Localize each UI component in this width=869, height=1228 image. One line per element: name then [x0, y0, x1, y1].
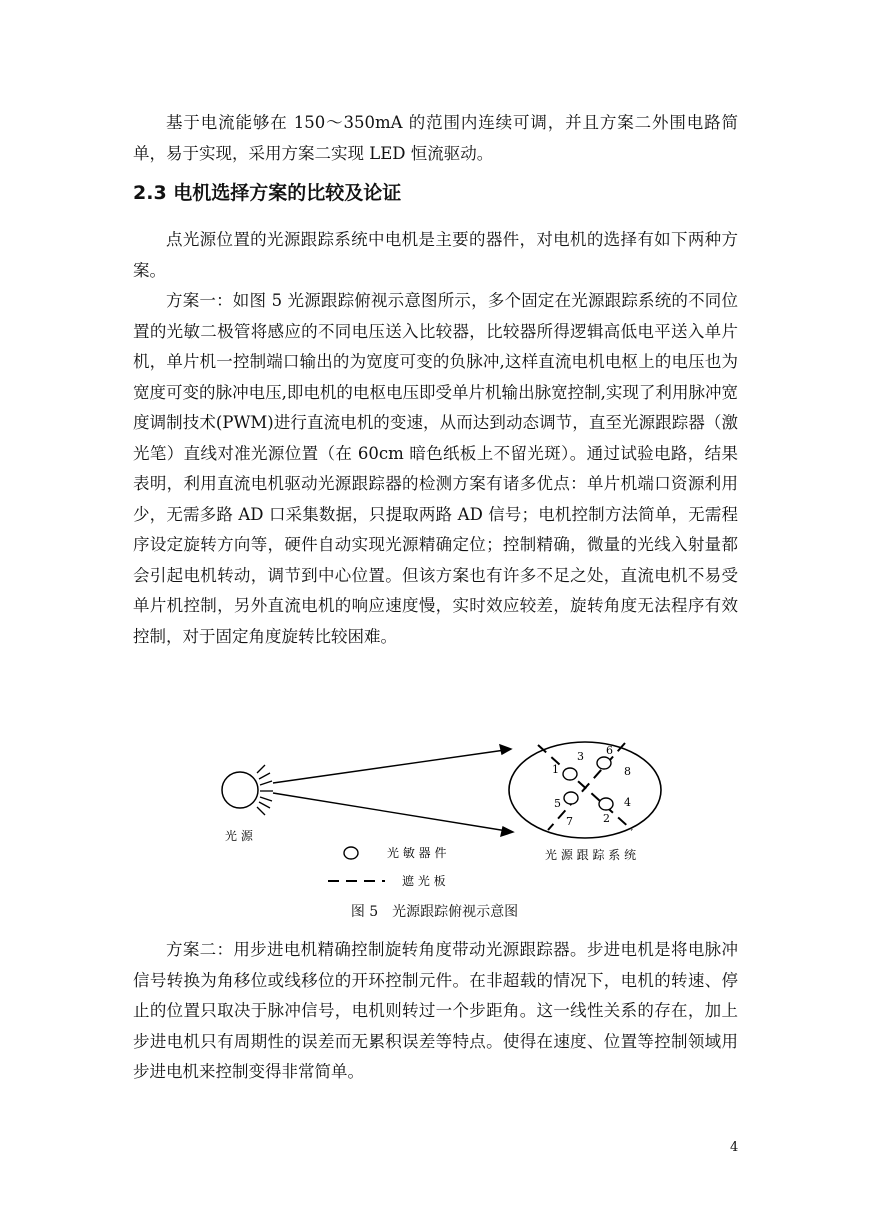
shield-plates: [538, 743, 632, 830]
light-rays: [257, 765, 273, 815]
sensor-number-8: 8: [624, 765, 631, 778]
light-source-label: 光 源: [225, 829, 253, 843]
light-beams: [273, 745, 513, 836]
sensor-number-1: 1: [552, 763, 559, 776]
diagram-svg: [215, 735, 665, 895]
sensor-number-5: 5: [554, 797, 561, 810]
legend-shield-label: 遮 光 板: [402, 874, 446, 888]
tracking-system-ellipse: [509, 742, 661, 838]
section-heading: 2.3 电机选择方案的比较及论证: [133, 182, 402, 204]
sensor-number-3: 3: [577, 750, 584, 763]
paragraph-scheme-one: 方案一：如图 5 光源跟踪俯视示意图所示，多个固定在光源跟踪系统的不同位置的光敏二极管将感应的不同电压送入比较器，比较器所得逻辑高低电平送入单片机，单片机一控制端口输出的为宽度可变的负脉冲,这样直流电机电枢上的电压也为宽度可变的脉冲电压,即电机的电枢电压即受单片机输出脉宽控制,实现了利用脉冲宽度调制技术(PWM)进行直流电机的变速，从而达到动态调节，直至光源跟踪器（激光笔）直线对准光源位置（在 60cm 暗色纸板上不留光斑）。通过试验电路，结果表明，利用直流电机驱动光源跟踪器的检测方案有诸多优点：单片机端口资源利用少，无需多路 AD 口采集数据，只提取两路 AD 信号；电机控制方法简单，无需程序设定旋转方向等，硬件自动实现光源精确定位；控制精确，微量的光线入射量都会引起电机转动，调节到中心位置。但该方案也有许多不足之处，直流电机不易受单片机控制，另外直流电机的响应速度慢，实时效应较差，旋转角度无法程序有效控制，对于固定角度旋转比较困难。: [133, 291, 738, 646]
legend-sensor-icon: [344, 847, 358, 859]
legend-sensor-label: 光 敏 器 件: [387, 846, 447, 860]
page-number: 4: [730, 1140, 739, 1155]
figure-caption: 图 5 光源跟踪俯视示意图: [350, 904, 519, 920]
sensor-number-2: 2: [603, 812, 610, 825]
paragraph-current-drive-conclusion: 基于电流能够在 150～350mA 的范围内连续可调，并且方案二外围电路简单，易于实现，采用方案二实现 LED 恒流驱动。: [133, 113, 738, 163]
paragraph-motor-intro: 点光源位置的光源跟踪系统中电机是主要的器件，对电机的选择有如下两种方案。: [133, 230, 738, 280]
sensor-number-4: 4: [624, 796, 631, 809]
paragraph-scheme-two: 方案二：用步进电机精确控制旋转角度带动光源跟踪器。步进电机是将电脉冲信号转换为角移位或线移位的开环控制元件。在非超载的情况下，电机的转速、停止的位置只取决于脉冲信号，电机则转过一个步距角。这一线性关系的存在，加上步进电机只有周期性的误差而无累积误差等特点。使得在速度、位置等控制领域用步进电机来控制变得非常简单。: [133, 940, 738, 1081]
light-source-circle: [222, 772, 258, 808]
sensor-number-6: 6: [606, 744, 613, 757]
tracking-system-label: 光 源 跟 踪 系 统: [545, 848, 637, 862]
sensor-number-7: 7: [566, 815, 573, 828]
sensor-number-labels: [552, 744, 631, 828]
